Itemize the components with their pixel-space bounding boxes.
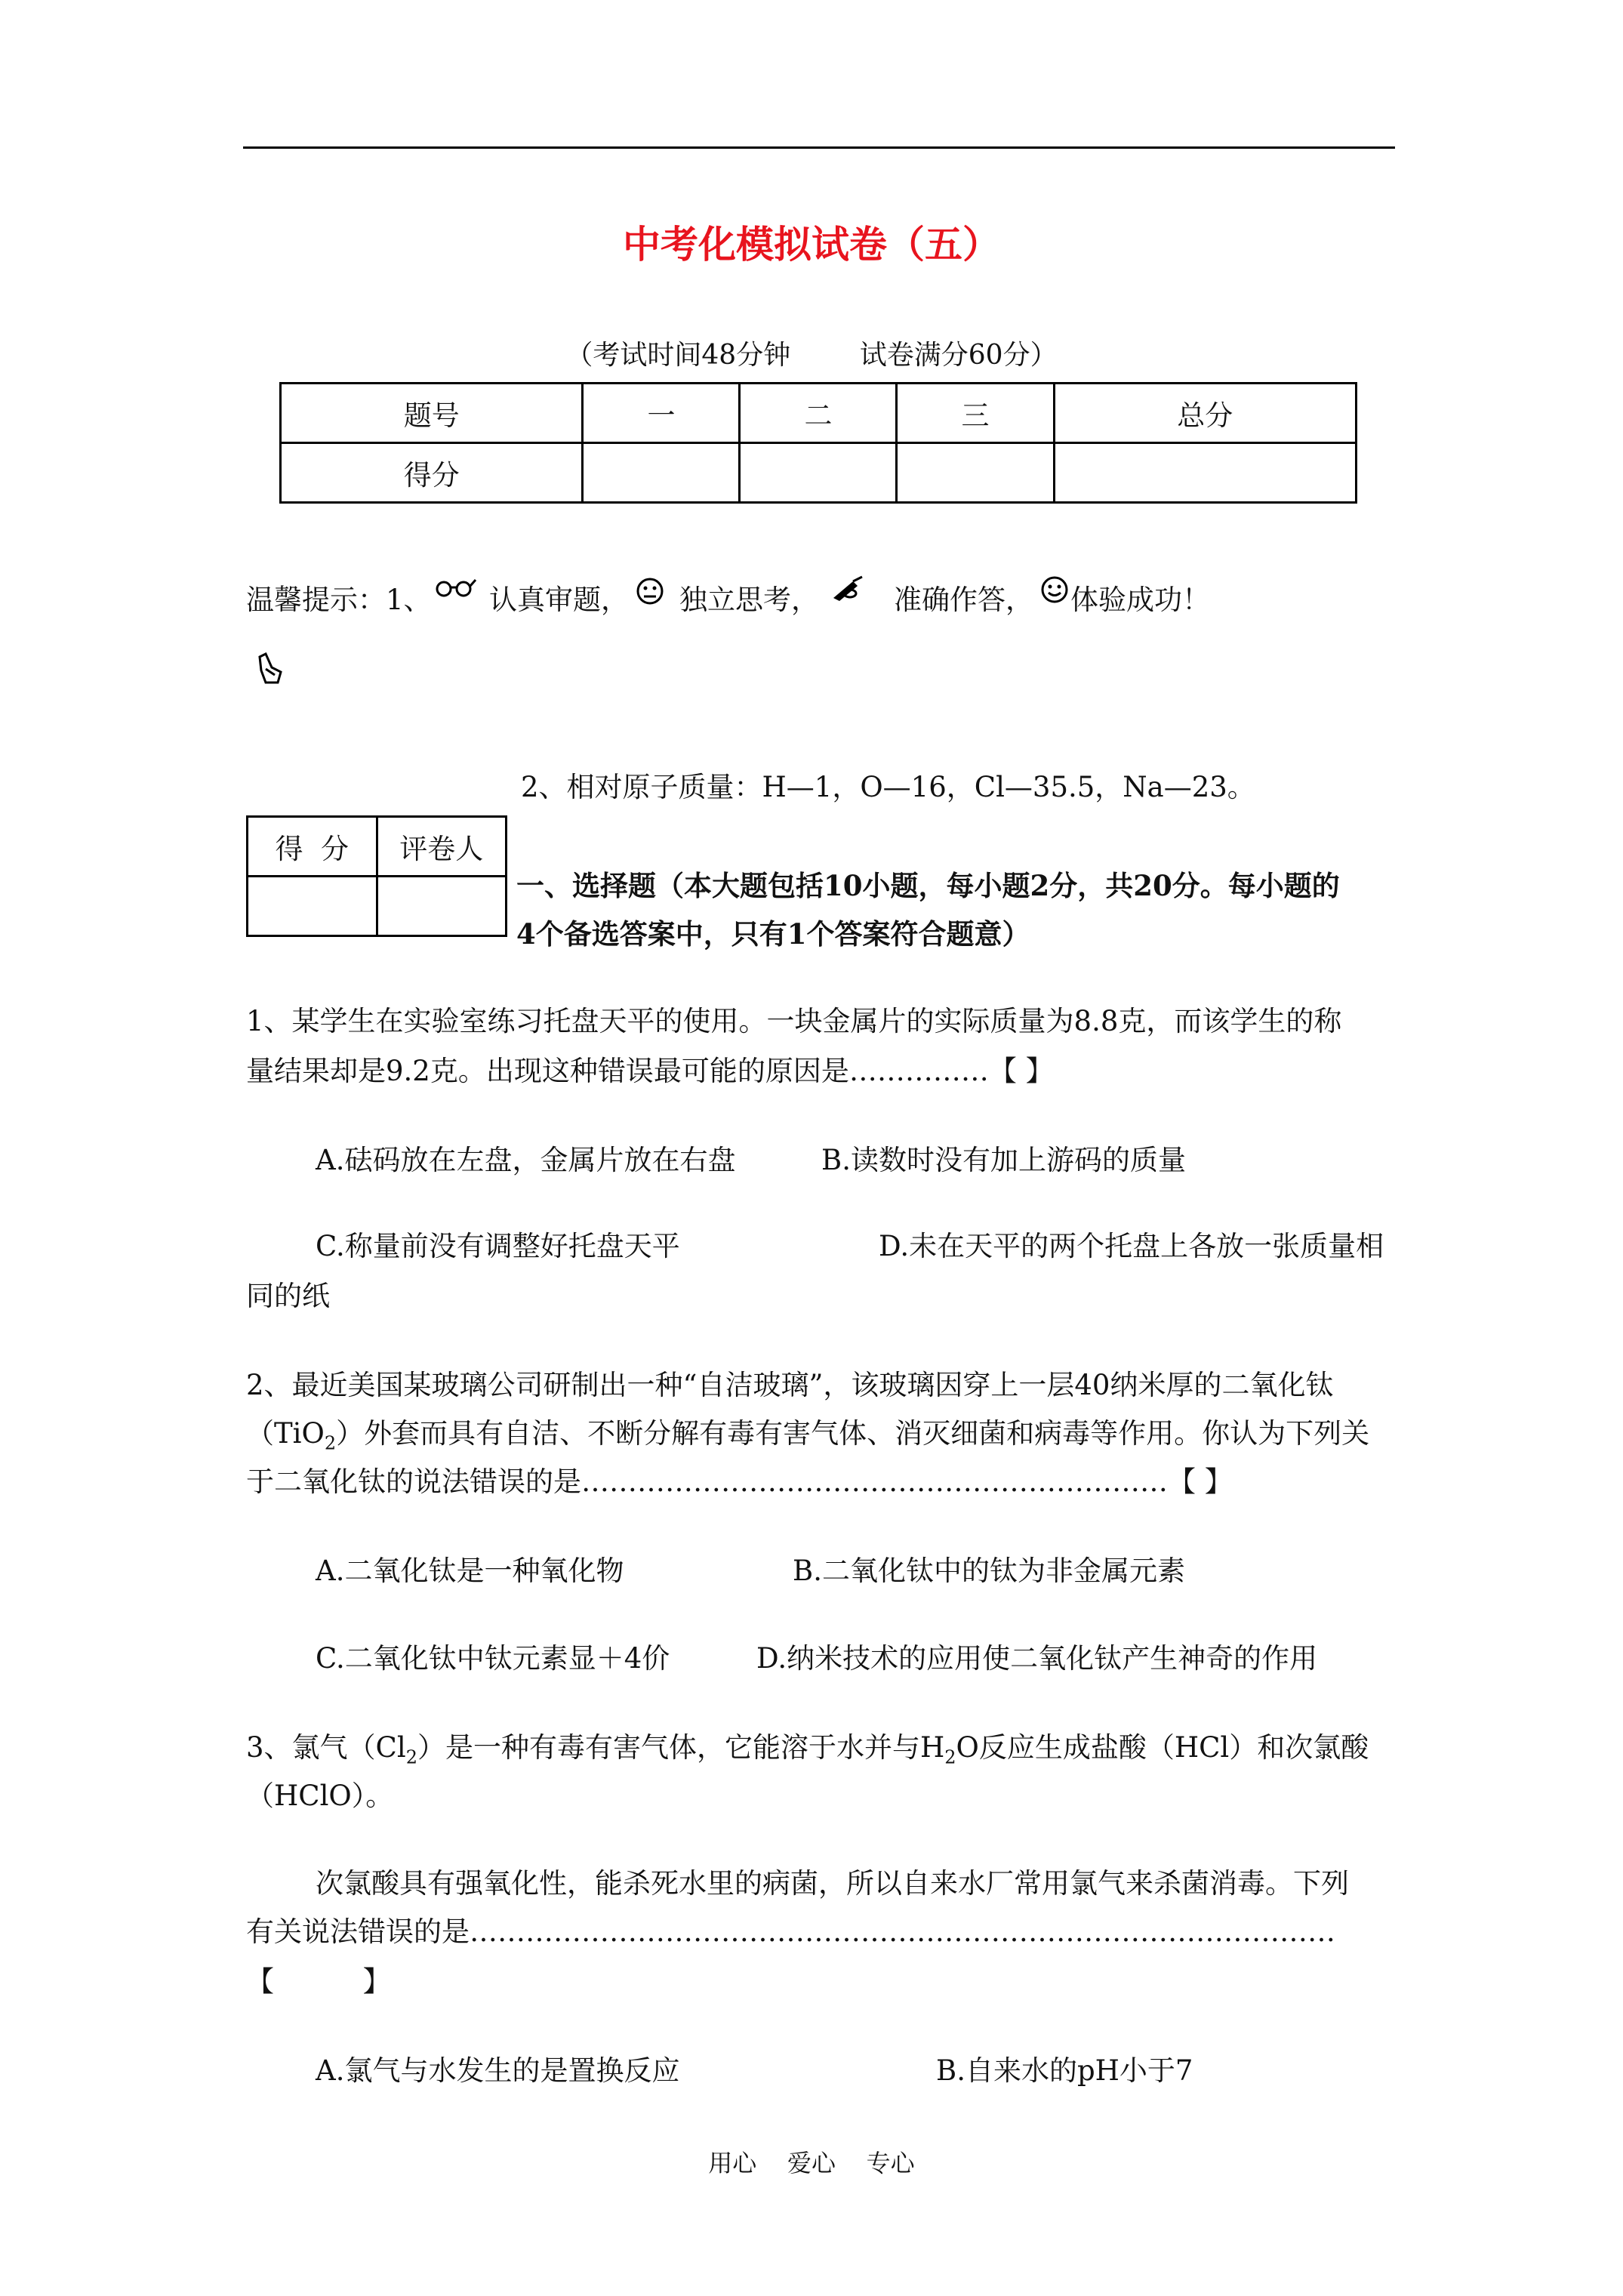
option-a: A.二氧化钛是一种氧化物 <box>316 1555 624 1587</box>
score-table-header-row <box>281 384 1357 443</box>
option-b: B.二氧化钛中的钛为非金属元素 <box>793 1555 1185 1587</box>
score-cell <box>583 443 740 503</box>
tips-prefix: 温馨提示：1、 <box>246 584 432 616</box>
writing-hand-icon <box>830 575 865 604</box>
question-1-line: 1、某学生在实验室练习托盘天平的使用。一块金属片的实际质量为8.8克，而该学生的称 <box>246 1005 1342 1037</box>
option-b: B.自来水的pH小于7 <box>936 2054 1193 2087</box>
answer-bracket: 【 】 <box>246 1965 391 1998</box>
tip-answer: 准确作答， <box>894 584 1033 616</box>
header-rule <box>243 146 1395 149</box>
score-cell <box>1054 443 1357 503</box>
option-d-cont: 同的纸 <box>246 1280 330 1312</box>
question-2-line: （TiO$_2$）外套而具有自洁、不断分解有毒有害气体、消灭细菌和病毒等作用。你认为下列关 <box>246 1417 1370 1454</box>
question-2-line: 2、最近美国某玻璃公司研制出一种“自洁玻璃”，该玻璃因穿上一层40纳米厚的二氧化钛 <box>246 1369 1334 1401</box>
question-3-line: 有关说法错误的是………………………………………………………………………………… <box>246 1915 1335 1948</box>
question-1-line: 量结果却是9.2克。出现这种错误最可能的原因是……………【 】 <box>246 1055 1054 1087</box>
page-footer: 用心 爱心 专心 <box>708 2149 915 2177</box>
option-d: D.未在天平的两个托盘上各放一张质量相 <box>879 1230 1384 1262</box>
grader-score-cell <box>248 877 377 936</box>
atomic-mass-note: 2、相对原子质量：H—1，O—16，Cl—35.5，Na—23。 <box>521 771 1255 803</box>
option-b: B.读数时没有加上游码的质量 <box>821 1144 1186 1176</box>
grader-header-row <box>248 817 507 877</box>
score-row-label: 得分 <box>281 443 583 503</box>
grader-score-header: 得 分 <box>248 817 377 877</box>
section-heading-cont: 4个备选答案中，只有1个答案符合题意） <box>516 917 1030 951</box>
score-header-cell: 一 <box>583 384 740 443</box>
score-cell <box>740 443 897 503</box>
grader-table <box>246 815 507 937</box>
question-3-line: 3、氯气$(Cl_2)$是一种有毒有害气体，它能溶于水并与$H_2O$反应生成盐酸（HCl）和次氯酸 <box>246 1731 1369 1768</box>
option-c: C.称量前没有调整好托盘天平 <box>316 1230 680 1262</box>
exam-info: （考试时间48分钟 试卷满分60分） <box>565 340 1058 371</box>
tip-think: 独立思考， <box>679 584 819 616</box>
option-d: D.纳米技术的应用使二氧化钛产生神奇的作用 <box>756 1642 1318 1675</box>
score-table <box>279 382 1357 504</box>
score-table-row <box>281 443 1357 503</box>
score-header-cell: 总分 <box>1054 384 1357 443</box>
score-header-cell: 题号 <box>281 384 583 443</box>
option-c: C.二氧化钛中钛元素显＋4价 <box>316 1642 670 1675</box>
option-a: A.砝码放在左盘，金属片放在右盘 <box>316 1144 736 1176</box>
grader-row <box>248 877 507 936</box>
question-2-line: 于二氧化钛的说法错误的是………………………………………………………【 】 <box>246 1465 1233 1498</box>
page-title: 中考化模拟试卷（五） <box>623 223 1000 267</box>
glasses-icon <box>433 575 477 601</box>
section-heading: 一、选择题（本大题包括10小题，每小题2分，共20分。每小题的 <box>516 869 1340 902</box>
tip-success: 体验成功！ <box>1070 584 1210 616</box>
question-3-line: （HClO）。 <box>246 1780 394 1812</box>
score-cell <box>897 443 1054 503</box>
neutral-face-icon <box>636 577 664 606</box>
option-a: A.氯气与水发生的是置换反应 <box>316 2054 680 2087</box>
grader-name-cell <box>377 877 507 936</box>
smiley-face-icon <box>1040 575 1069 604</box>
tip-careful: 认真审题， <box>489 584 629 616</box>
grader-name-header: 评卷人 <box>377 817 507 877</box>
score-header-cell: 三 <box>897 384 1054 443</box>
thumbs-up-icon <box>255 652 285 686</box>
score-header-cell: 二 <box>740 384 897 443</box>
question-3-line: 次氯酸具有强氧化性，能杀死水里的病菌，所以自来水厂常用氯气来杀菌消毒。下列 <box>316 1867 1349 1900</box>
